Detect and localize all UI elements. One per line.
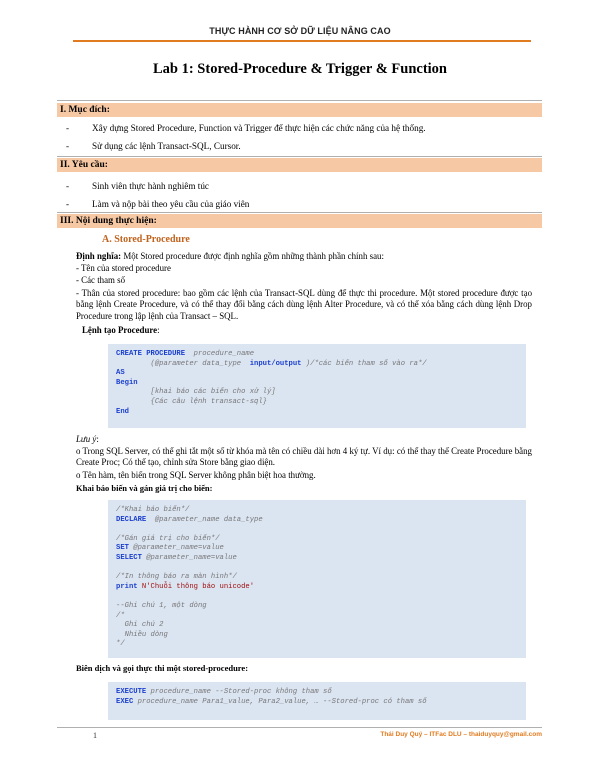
bullet-dash: - [66,123,70,133]
footer-author: Thái Duy Quý – ITFac DLU – thaiduyquy@gmail.com [380,731,542,738]
definition-label: Định nghĩa: [76,251,122,261]
section-heading-purpose: I. Mục đích: [57,103,542,117]
code-keyword: SELECT [116,553,142,562]
bullet-dash: - [66,141,70,151]
code-keyword: EXEC [116,697,134,706]
code-token: procedure_name --Stored-proc không tham số [146,688,332,696]
section-divider [57,100,542,101]
create-label-colon: : [157,325,160,335]
footer-rule [57,727,542,728]
code-keyword: CREATE PROCEDURE [116,350,186,358]
section-heading-requirements: II. Yêu cầu: [57,158,542,172]
code-comment: {Các câu lệnh transact-sql} [116,397,267,406]
code-keyword: DECLARE [116,515,147,524]
code-block-execute [108,682,526,720]
page-number: 1 [93,731,97,740]
code-comment: */ [116,640,125,649]
code-token: (@parameter data_type [116,359,250,368]
requirement-item: Làm và nộp bài theo yêu cầu của giáo viên [92,199,250,209]
code-keyword: End [116,407,129,416]
code-comment: /* [116,611,125,620]
create-label-text: Lệnh tạo Procedure [82,325,158,335]
purpose-item: Xây dựng Stored Procedure, Function và Trigger để thực hiện các chức năng của hệ thống. [92,123,426,133]
code-comment: [khai báo các biến cho xử lý] [116,388,276,397]
document-title: Lab 1: Stored-Procedure & Trigger & Function [152,61,447,77]
purpose-item: Sử dụng các lệnh Transact-SQL, Cursor. [92,141,241,151]
code-comment: --Ghi chú 1, một dòng [116,601,207,610]
running-header: THỰC HÀNH CƠ SỞ DỮ LIỆU NÂNG CAO [209,26,391,36]
section-heading-content: III. Nội dung thực hiện: [57,214,542,228]
code-comment: Ghi chú 2 [116,621,164,630]
compile-label: Biên dịch và gọi thực thi một stored-procedure: [76,663,249,673]
note-colon: : [96,434,99,444]
bullet-dash: - [66,199,70,209]
code-block-create-procedure [108,344,526,428]
code-token: @parameter_name data_type [146,515,263,524]
code-block-declare [108,500,526,658]
definition-body: - Thân của stored procedure: bao gồm các lệnh của Transact-SQL dùng để thực thi procedure. Một stored procedure được tạo bằng lệnh Create Procedure, và có thể thay đổi bằng cách dùng lệnh Alter Procedure, và có thể xóa bằng cách dùng lệnh Drop Procedure trong lập lệnh của Transact – SQL. [76,288,532,321]
subsection-heading: A. Stored-Procedure [102,234,190,245]
code-comment: /*Khai báo biến*/ [116,506,190,514]
code-comment: /*Gán giá trị cho biến*/ [116,534,220,543]
code-keyword: SET [116,544,129,553]
definition-text: Một Stored procedure được định nghĩa gồm những thành phần chính sau: [121,251,384,261]
definition-item: - Tên của stored procedure [76,263,171,273]
create-procedure-label [82,325,538,336]
code-string: N'Chuỗi thông báo unicode' [137,582,255,591]
code-keyword: Begin [116,378,138,387]
code-comment: )/*các biến tham số vào ra*/ [301,359,427,368]
code-token: procedure_name [185,350,255,358]
definition-item: - Các tham số [76,275,126,285]
code-token: @parameter_name=value [141,553,237,562]
note-line [76,434,532,445]
header-rule [73,40,531,42]
bullet-dash: - [66,181,70,191]
code-keyword: print [116,582,138,591]
note-label: Lưu ý [76,434,97,444]
code-comment: /*In thông báo ra màn hình*/ [116,573,237,582]
code-keyword: input/output [249,359,302,368]
code-keyword: AS [116,369,125,378]
note-item: o Tên hàm, tên biến trong SQL Server không phân biệt hoa thường. [76,470,316,480]
note-item: o Trong SQL Server, có thể ghi tắt một số từ khóa mà tên có chiều dài hơn 4 ký tự. Ví dụ: có thể thay thế Create Procedure bằng Create Proc; Có thể tạo, chỉnh sửa Store bằng giao diện. [76,446,532,468]
code-keyword: EXECUTE [116,688,147,696]
section-divider [57,212,542,213]
requirement-item: Sinh viên thực hành nghiêm túc [92,181,209,191]
code-token: procedure_name Para1_value, Para2_value, … --Stored-proc có tham số [133,697,427,706]
code-token: @parameter_name=value [128,544,224,553]
section-divider [57,156,542,157]
declare-label: Khai báo biến và gán giá trị cho biến: [76,483,213,493]
definition-line [76,251,532,262]
code-comment: Nhiều dòng [116,630,168,639]
